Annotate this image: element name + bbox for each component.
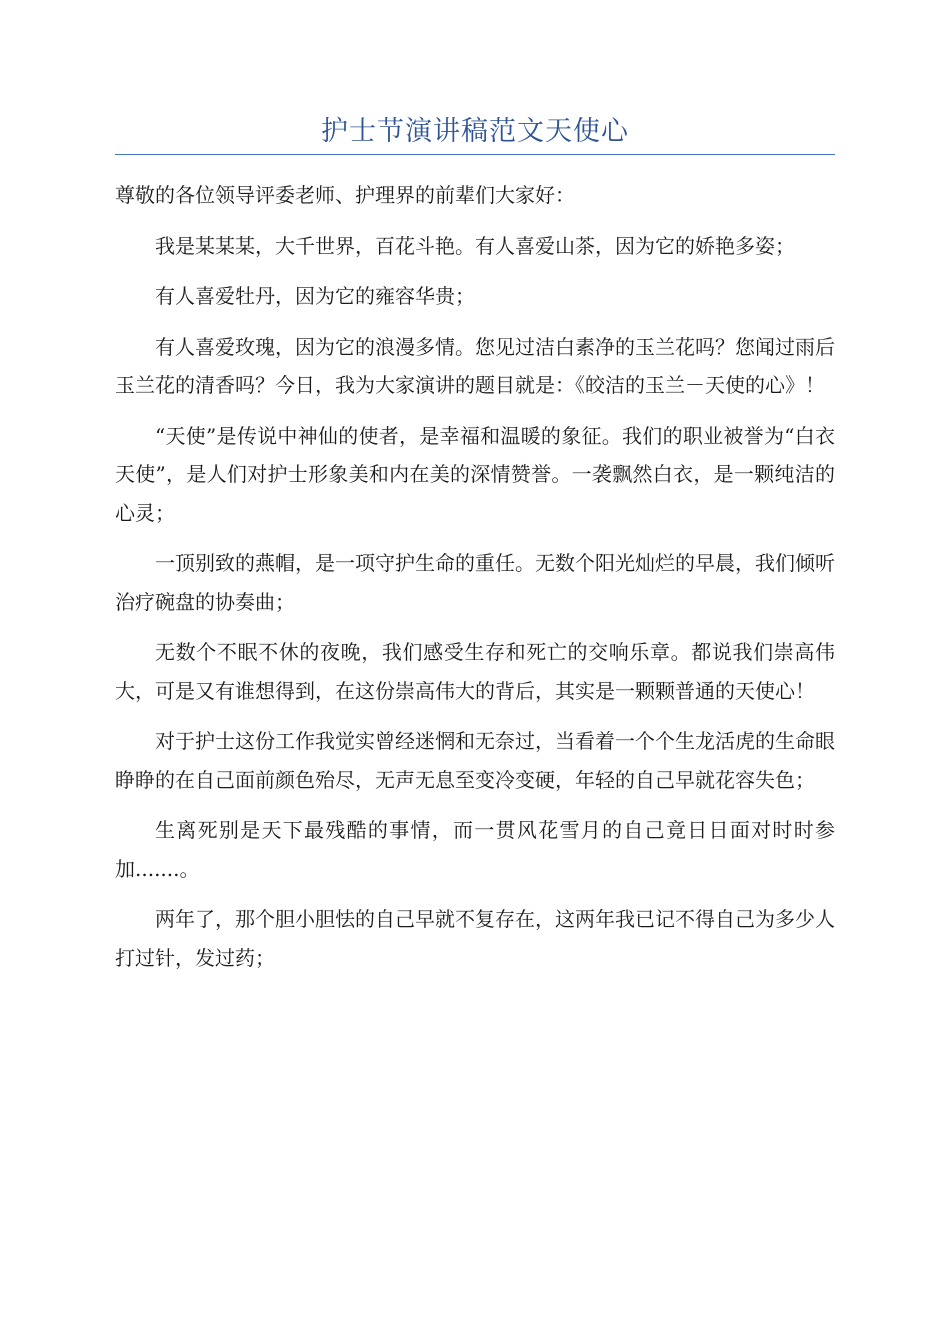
body-paragraph: “天使”是传说中神仙的使者，是幸福和温暖的象征。我们的职业被誉为“白衣天使”，是人们对护士形象美和内在美的深情赞誉。一袭飘然白衣，是一颗纯洁的心灵； bbox=[115, 423, 835, 525]
body-paragraph: 有人喜爱牡丹，因为它的雍容华贵； bbox=[155, 284, 475, 308]
title-underline bbox=[115, 154, 835, 155]
body-paragraph: 对于护士这份工作我觉实曾经迷惘和无奈过，当看着一个个生龙活虎的生命眼睁睁的在自己面前颜色殆尽，无声无息至变冷变硬，年轻的自己早就花容失色； bbox=[115, 729, 835, 792]
body-paragraph: 一顶别致的燕帽，是一项守护生命的重任。无数个阳光灿烂的早晨，我们倾听治疗碗盘的协奏曲； bbox=[115, 551, 835, 614]
document-title: 护士节演讲稿范文天使心 bbox=[321, 116, 629, 147]
body-paragraph: 无数个不眠不休的夜晚，我们感受生存和死亡的交响乐章。都说我们崇高伟大，可是又有谁想得到，在这份崇高伟大的背后，其实是一颗颗普通的天使心！ bbox=[115, 640, 835, 703]
document-body bbox=[115, 176, 835, 989]
body-paragraph: 生离死别是天下最残酷的事情，而一贯风花雪月的自己竟日日面对时时参加.......。 bbox=[115, 818, 835, 881]
body-paragraph: 两年了，那个胆小胆怯的自己早就不复存在，这两年我已记不得自己为多少人打过针，发过药； bbox=[115, 907, 835, 970]
body-paragraph: 有人喜爱玫瑰，因为它的浪漫多情。您见过洁白素净的玉兰花吗？您闻过雨后玉兰花的清香吗？今日，我为大家演讲的题目就是：《皎洁的玉兰－天使的心》！ bbox=[115, 334, 835, 397]
salutation-paragraph: 尊敬的各位领导评委老师、护理界的前辈们大家好： bbox=[115, 183, 575, 207]
body-paragraph: 我是某某某，大千世界，百花斗艳。有人喜爱山茶，因为它的娇艳多姿； bbox=[155, 233, 795, 258]
